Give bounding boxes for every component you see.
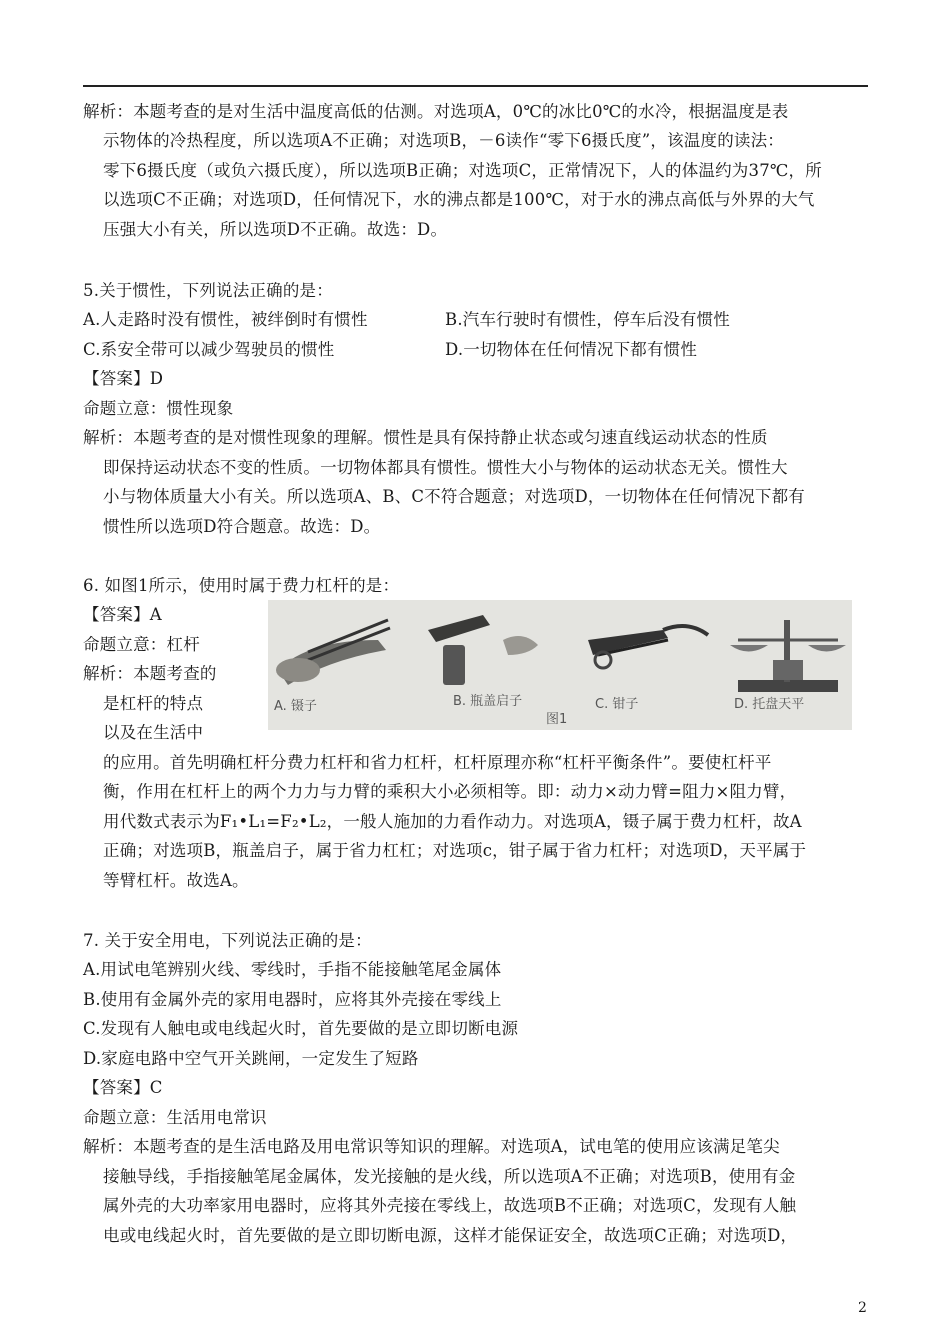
q5-analysis-line: 即保持运动状态不变的性质。一切物体都具有惯性。惯性大小与物体的运动状态无关。惯性大 bbox=[103, 458, 788, 477]
figure-label-c: C. 钳子 bbox=[595, 697, 639, 712]
q5-analysis-line: 惯性所以选项D符合题意。故选：D。 bbox=[103, 517, 381, 536]
q6-analysis-line: 是杠杆的特点 bbox=[103, 694, 204, 713]
q6-answer: 【答案】A bbox=[83, 605, 162, 624]
q5-option-c: C.系安全带可以减少驾驶员的惯性 bbox=[83, 340, 335, 359]
figure-caption: 图1 bbox=[546, 712, 568, 727]
q6-analysis-line: 以及在生活中 bbox=[103, 723, 204, 742]
q6-analysis-line: 衡，作用在杠杆上的两个力力与力臂的乘积大小必须相等。即：动力×动力臂=阻力×阻力臂， bbox=[103, 782, 797, 801]
q7-analysis-line: 解析：本题考查的是生活电路及用电常识等知识的理解。对选项A，试电笔的使用应该满足笔尖 bbox=[83, 1137, 780, 1156]
tweezers-illustration bbox=[276, 620, 390, 685]
q5-stem: 5.关于惯性，下列说法正确的是： bbox=[83, 281, 333, 300]
q7-intent: 命题立意：生活用电常识 bbox=[83, 1108, 267, 1127]
q7-analysis-line: 电或电线起火时，首先要做的是立即切断电源，这样才能保证安全，故选项C正确；对选项D， bbox=[103, 1226, 798, 1245]
q7-analysis-line: 接触导线，手指接触笔尾金属体，发光接触的是火线，所以选项A不正确；对选项B，使用有金 bbox=[103, 1167, 796, 1186]
q6-analysis-line: 解析：本题考查的 bbox=[83, 664, 217, 683]
balance-illustration bbox=[730, 620, 846, 692]
q7-option-b: B.使用有金属外壳的家用电器时，应将其外壳接在零线上 bbox=[83, 990, 502, 1009]
q5-option-a: A.人走路时没有惯性，被绊倒时有惯性 bbox=[83, 310, 368, 329]
q5-analysis-line: 小与物体质量大小有关。所以选项A、B、C不符合题意；对选项D，一切物体在任何情况下都有 bbox=[103, 487, 805, 506]
header-rule bbox=[83, 85, 868, 87]
q7-option-c: C.发现有人触电或电线起火时，首先要做的是立即切断电源 bbox=[83, 1019, 519, 1038]
figure-label-d: D. 托盘天平 bbox=[734, 697, 805, 712]
q4-analysis-line: 零下6摄氏度（或负六摄氏度），所以选项B正确；对选项C，正常情况下，人的体温约为37℃，所 bbox=[103, 161, 822, 180]
q5-answer: 【答案】D bbox=[83, 369, 164, 388]
q5-analysis-line: 解析：本题考查的是对惯性现象的理解。惯性是具有保持静止状态或匀速直线运动状态的性质 bbox=[83, 428, 768, 447]
figure-1-levers bbox=[268, 600, 852, 730]
page-number: 2 bbox=[858, 1300, 867, 1316]
q5-option-d: D.一切物体在任何情况下都有惯性 bbox=[445, 340, 698, 359]
q6-analysis-line: 等臂杠杆。故选A。 bbox=[103, 871, 249, 890]
q6-analysis-line: 的应用。首先明确杠杆分费力杠杆和省力杠杆，杠杆原理亦称“杠杆平衡条件”。要使杠杆平 bbox=[103, 753, 772, 772]
q6-analysis-line: 用代数式表示为F₁•L₁=F₂•L₂，一般人施加的力看作动力。对选项A，镊子属于费力杠杆，故A bbox=[103, 812, 802, 831]
figure-label-a: A. 镊子 bbox=[274, 699, 317, 714]
q5-intent: 命题立意：惯性现象 bbox=[83, 399, 234, 418]
q6-stem: 6. 如图1所示，使用时属于费力杠杆的是： bbox=[83, 576, 400, 595]
pliers-illustration bbox=[588, 626, 708, 668]
q4-analysis-line: 压强大小有关，所以选项D不正确。故选：D。 bbox=[103, 220, 448, 239]
figure-label-b: B. 瓶盖启子 bbox=[453, 694, 523, 709]
q6-analysis-line: 正确；对选项B，瓶盖启子，属于省力杠杠；对选项c，钳子属于省力杠杆；对选项D，天平属于 bbox=[103, 841, 807, 860]
q7-answer: 【答案】C bbox=[83, 1078, 163, 1097]
q4-analysis-line: 解析：本题考查的是对生活中温度高低的估测。对选项A，0℃的冰比0℃的水冷，根据温度是表 bbox=[83, 102, 789, 121]
q4-analysis-line: 示物体的冷热程度，所以选项A不正确；对选项B，－6读作“零下6摄氏度”，该温度的读法： bbox=[103, 131, 785, 150]
q7-stem: 7. 关于安全用电，下列说法正确的是： bbox=[83, 931, 372, 950]
q7-analysis-line: 属外壳的大功率家用电器时，应将其外壳接在零线上，故选项B不正确；对选项C，发现有人触 bbox=[103, 1196, 797, 1215]
q7-option-d: D.家庭电路中空气开关跳闸，一定发生了短路 bbox=[83, 1049, 419, 1068]
q7-option-a: A.用试电笔辨别火线、零线时，手指不能接触笔尾金属体 bbox=[83, 960, 502, 979]
q6-intent: 命题立意：杠杆 bbox=[83, 635, 200, 654]
q5-option-b: B.汽车行驶时有惯性，停车后没有惯性 bbox=[445, 310, 730, 329]
bottle-opener-illustration bbox=[428, 615, 538, 685]
q4-analysis-line: 以选项C不正确；对选项D，任何情况下，水的沸点都是100℃，对于水的沸点高低与外界的大气 bbox=[103, 190, 815, 209]
